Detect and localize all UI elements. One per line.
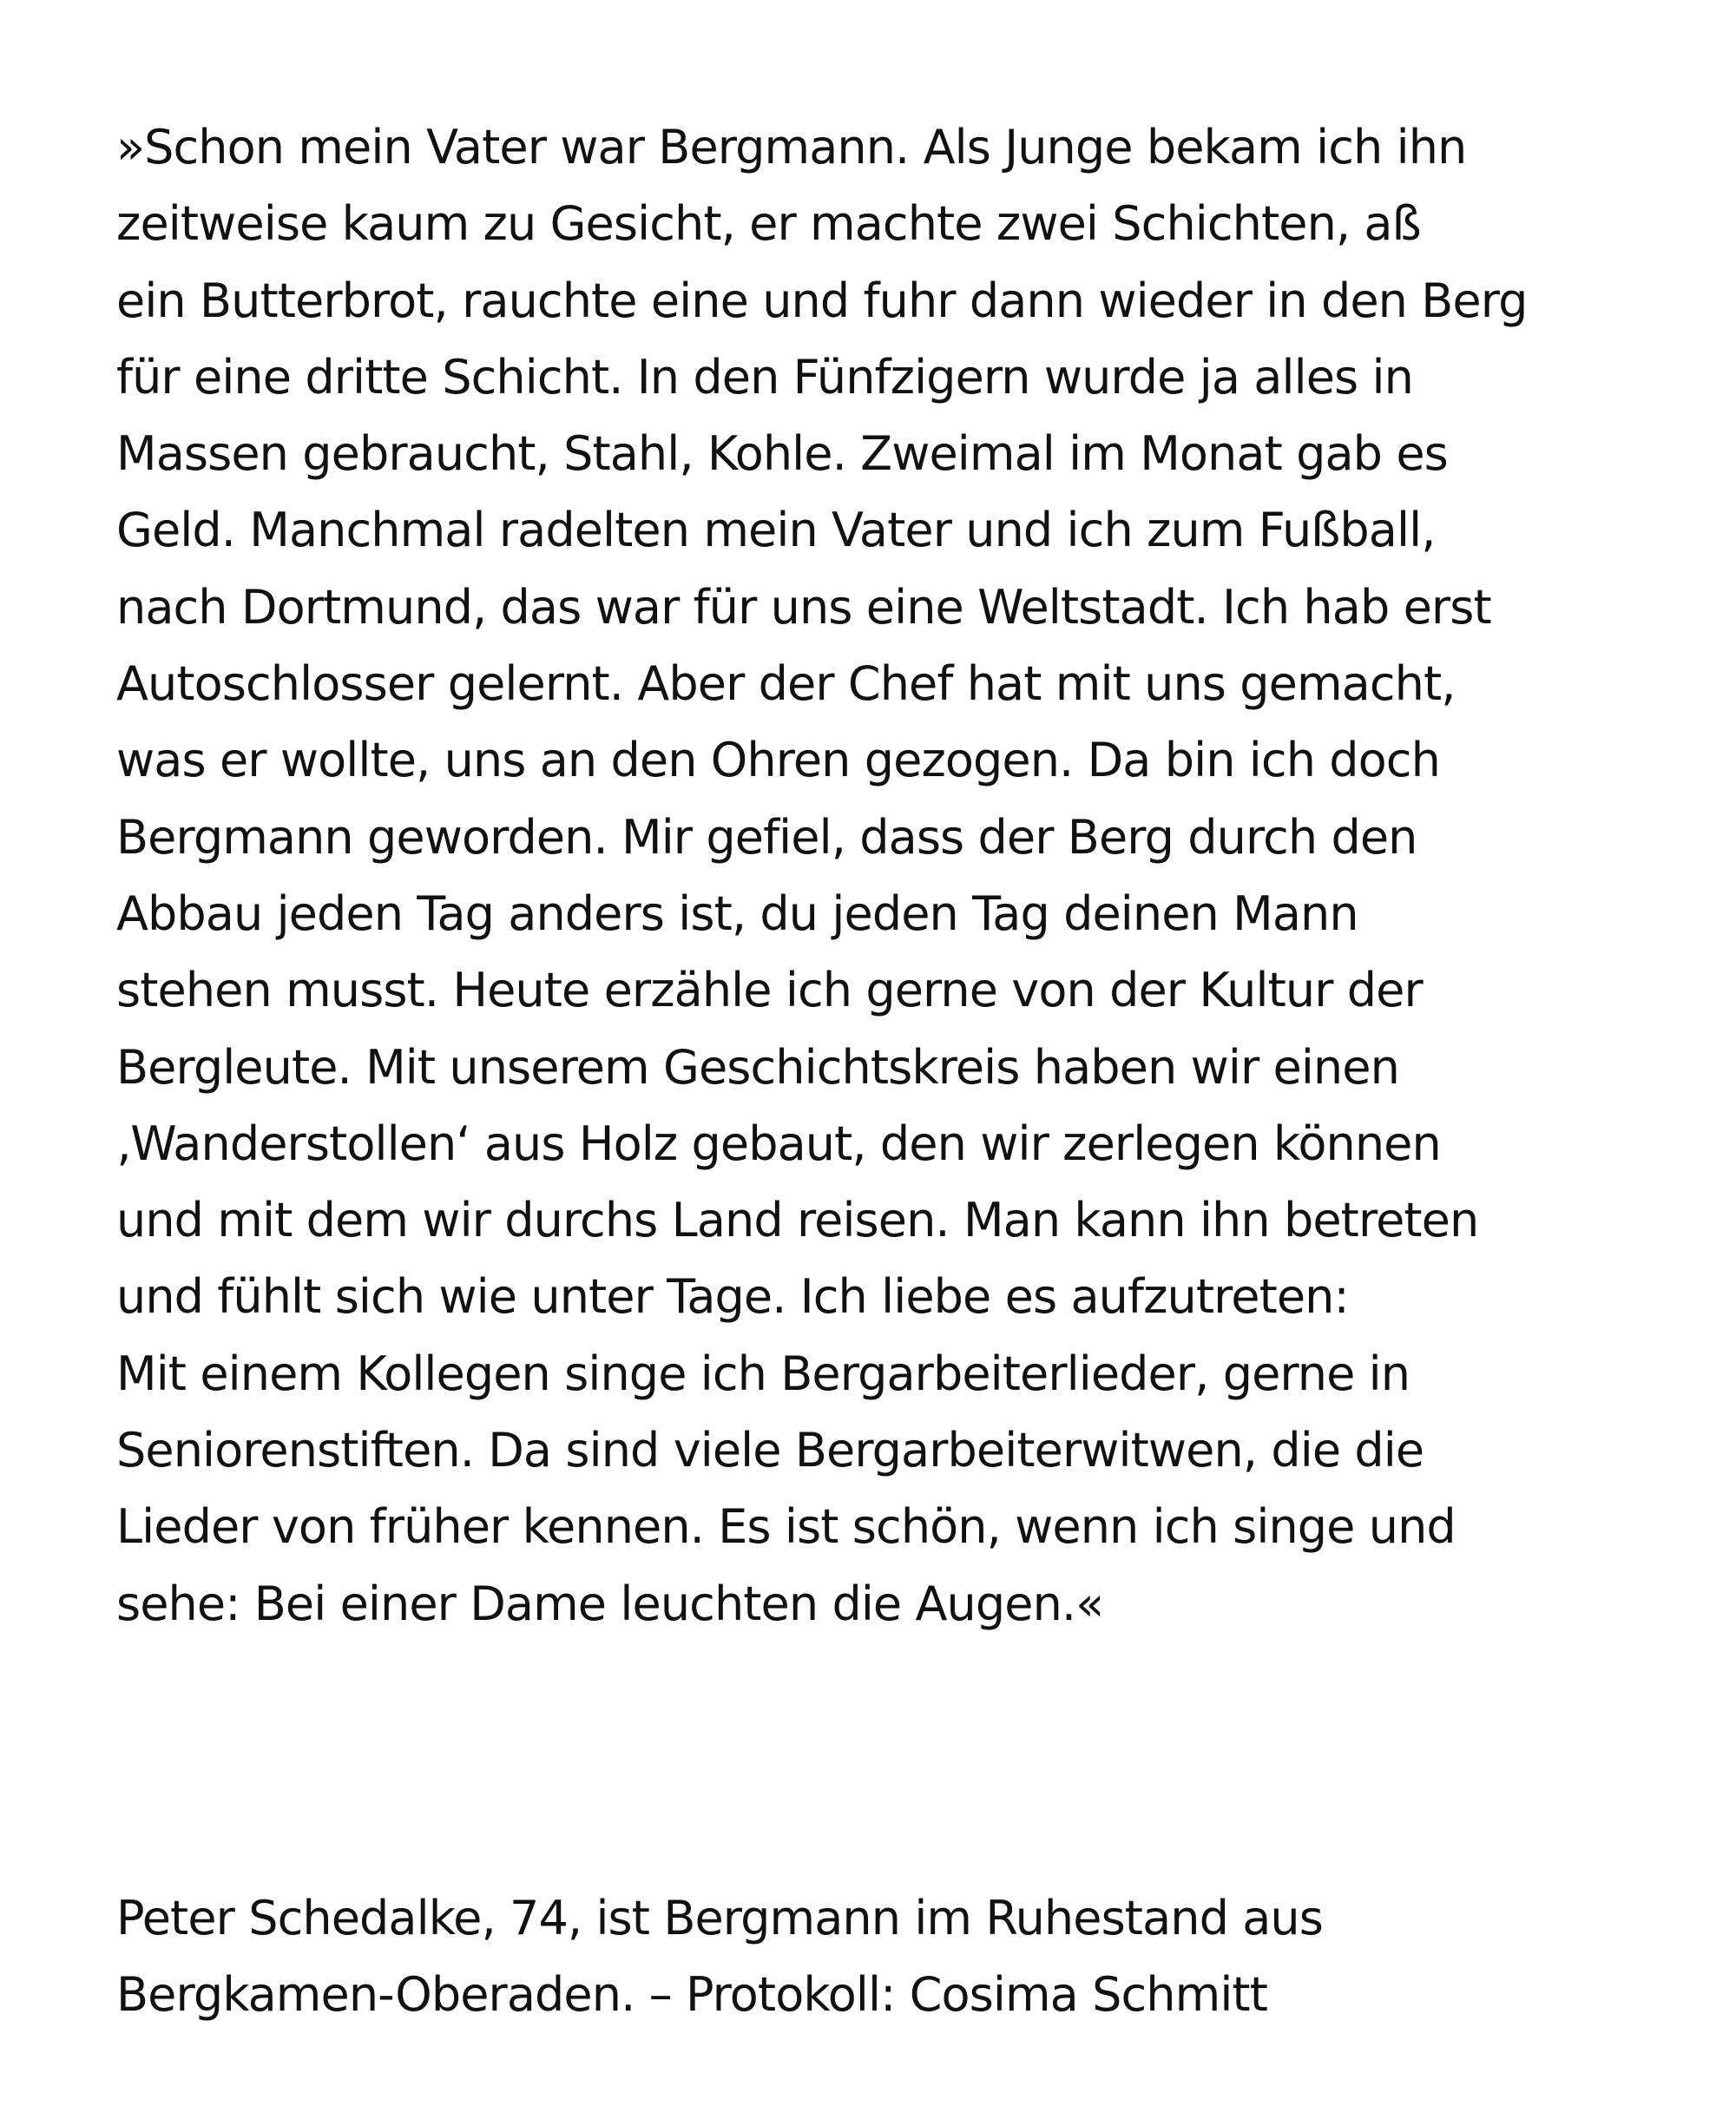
quote-line: sehe: Bei einer Dame leuchten die Augen.« xyxy=(116,1576,1104,1631)
quote-line: Bergmann geworden. Mir gefiel, dass der Berg durch den xyxy=(116,809,1417,865)
quote-line: Autoschlosser gelernt. Aber der Chef hat mit uns gemacht, xyxy=(116,656,1456,712)
quote-line: nach Dortmund, das war für uns eine Weltstadt. Ich hab erst xyxy=(116,579,1491,635)
credit-line: Peter Schedalke, 74, ist Bergmann im Ruhestand aus xyxy=(116,1891,1323,1945)
quote-line: und mit dem wir durchs Land reisen. Man kann ihn betreten xyxy=(116,1193,1479,1248)
quote-line: Seniorenstiften. Da sind viele Bergarbeiterwitwen, die die xyxy=(116,1423,1424,1478)
author-credit xyxy=(116,1880,1661,2033)
quote-line: Bergleute. Mit unserem Geschichtskreis haben wir einen xyxy=(116,1039,1399,1095)
quote-line: zeitweise kaum zu Gesicht, er machte zwei Schichten, aß xyxy=(116,196,1421,252)
quote-line: und fühlt sich wie unter Tage. Ich liebe es aufzutreten: xyxy=(116,1269,1349,1325)
quote-line: Geld. Manchmal radelten mein Vater und ich zum Fußball, xyxy=(116,503,1436,558)
quote-line: »Schon mein Vater war Bergmann. Als Junge bekam ich ihn xyxy=(116,120,1467,174)
quote-line: Lieder von früher kennen. Es ist schön, wenn ich singe und xyxy=(116,1499,1456,1555)
quote-line: Massen gebraucht, Stahl, Kohle. Zweimal im Monat gab es xyxy=(116,426,1448,482)
quote-paragraph xyxy=(116,109,1661,1642)
quote-line: was er wollte, uns an den Ohren gezogen. Da bin ich doch xyxy=(116,733,1440,788)
quote-line: Abbau jeden Tag anders ist, du jeden Tag deinen Mann xyxy=(116,885,1358,941)
quote-line: Mit einem Kollegen singe ich Bergarbeiterlieder, gerne in xyxy=(116,1346,1410,1401)
credit-line: Bergkamen-Oberaden. – Protokoll: Cosima Schmitt xyxy=(116,1967,1267,2022)
quote-line: für eine dritte Schicht. In den Fünfzigern wurde ja alles in xyxy=(116,349,1413,405)
quote-line: ein Butterbrot, rauchte eine und fuhr dann wieder in den Berg xyxy=(116,273,1528,328)
quote-line: stehen musst. Heute erzähle ich gerne von der Kultur der xyxy=(116,963,1423,1018)
quote-line: ‚Wanderstollen‘ aus Holz gebaut, den wir zerlegen können xyxy=(116,1116,1441,1171)
